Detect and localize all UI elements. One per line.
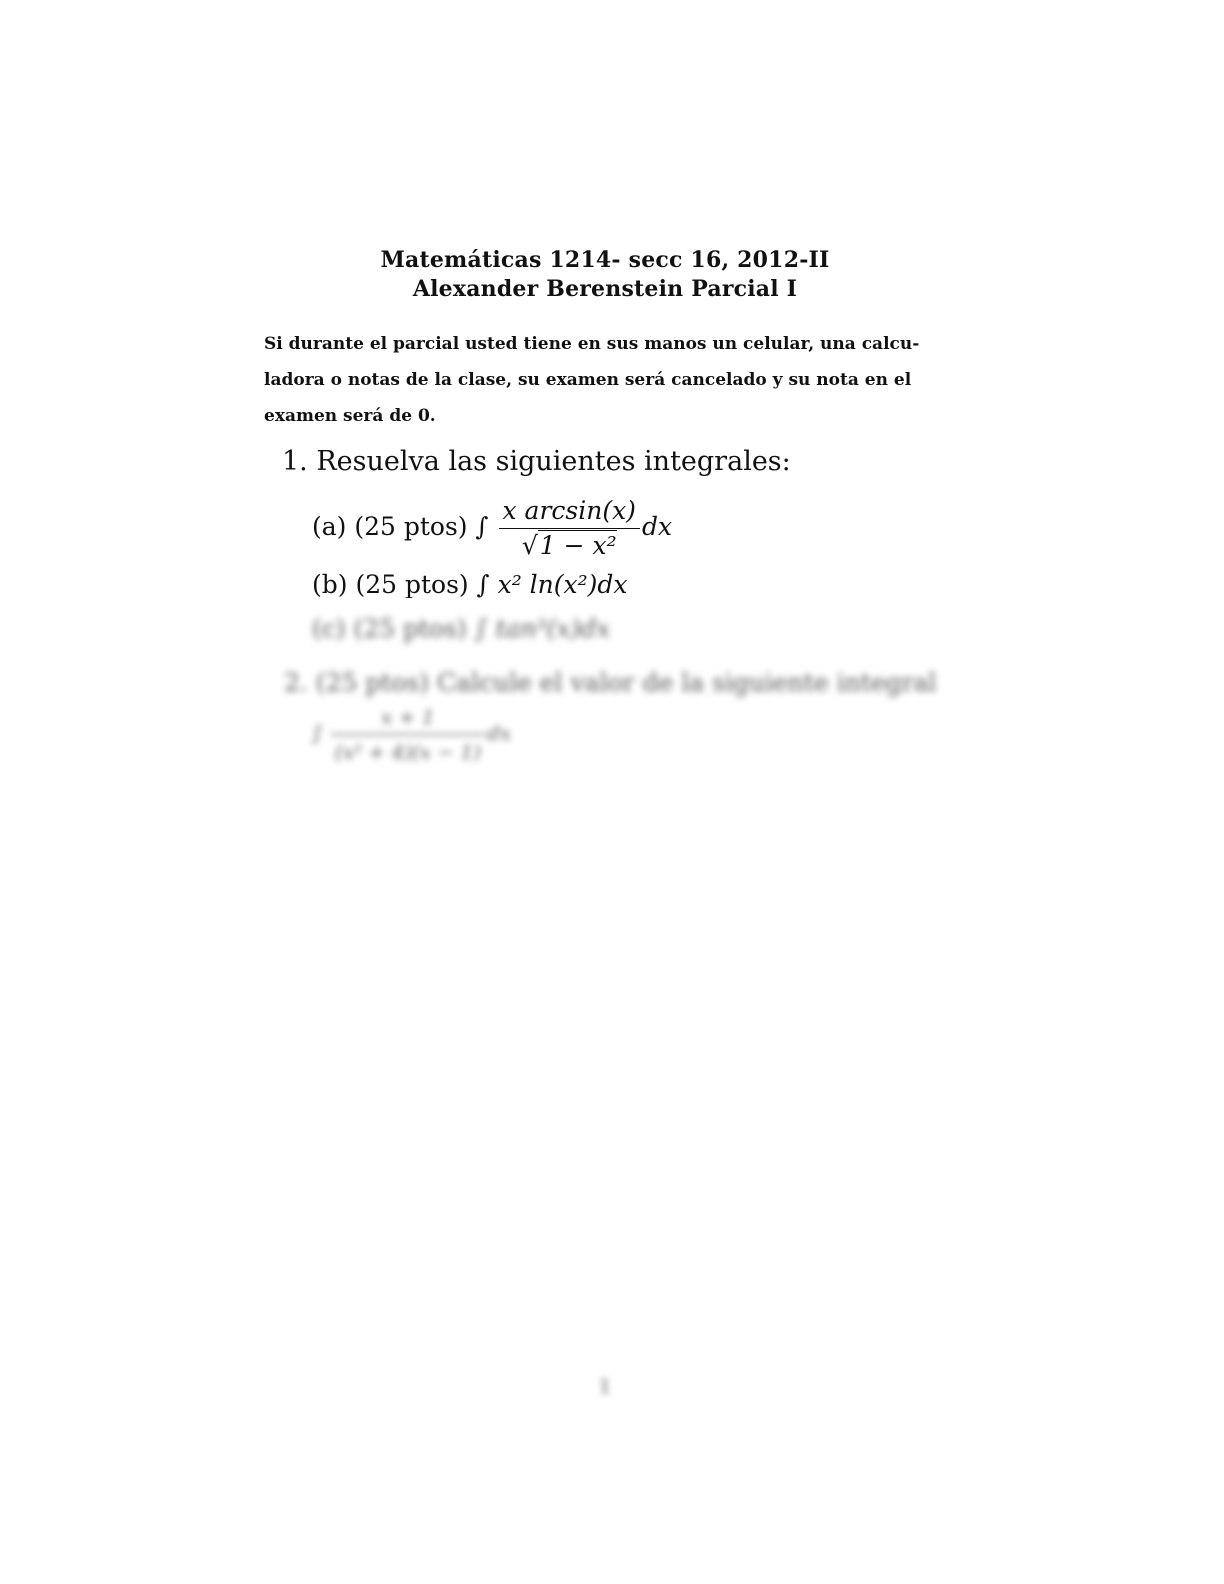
question-1a (312, 494, 672, 563)
question-2-fraction (331, 700, 485, 769)
question-2-prompt: 2. (25 ptos) Calcule el valor de la siguiente integral (284, 668, 937, 697)
warning-line-1: Si durante el parcial usted tiene en sus manos un celular, una calcu- (264, 334, 920, 354)
question-1-prompt: 1. Resuelva las siguientes integrales: (282, 446, 791, 477)
integral-sign: ∫ (312, 721, 323, 745)
integral-sign: ∫ (474, 614, 488, 643)
exam-warning (264, 326, 946, 434)
question-1c (312, 614, 610, 643)
question-1a-differential: dx (641, 512, 673, 541)
question-1a-numerator: x arcsin(x) (499, 494, 640, 529)
exam-title: Matemáticas 1214- secc 16, 2012-II (380, 247, 830, 273)
question-1b-label: (b) (25 ptos) (312, 570, 469, 598)
question-1a-denominator-wrap: √1 − x² (521, 531, 617, 560)
exam-subtitle: Alexander Berenstein Parcial I (412, 276, 798, 302)
page-number: 1 (598, 1374, 612, 1398)
question-2-numerator: x + 1 (331, 700, 485, 735)
integral-sign: ∫ (476, 570, 490, 598)
question-1c-label: (c) (25 ptos) (312, 614, 467, 643)
question-1b (312, 570, 628, 598)
question-1a-denominator: 1 − x² (539, 531, 617, 560)
question-1b-expression: x² ln(x²)dx (497, 570, 628, 598)
question-1a-label: (a) (25 ptos) (312, 512, 468, 541)
question-1c-expression: tan³(x)dx (495, 614, 611, 643)
question-2-integral (312, 700, 511, 769)
question-2-denominator: (x² + 4)(x − 1) (334, 740, 481, 764)
question-1a-fraction (499, 494, 640, 563)
integral-sign: ∫ (475, 512, 489, 541)
warning-line-3: examen será de 0. (264, 406, 436, 426)
warning-line-2: ladora o notas de la clase, su examen será cancelado y su nota en el (264, 370, 912, 390)
question-2-differential: dx (486, 721, 512, 745)
